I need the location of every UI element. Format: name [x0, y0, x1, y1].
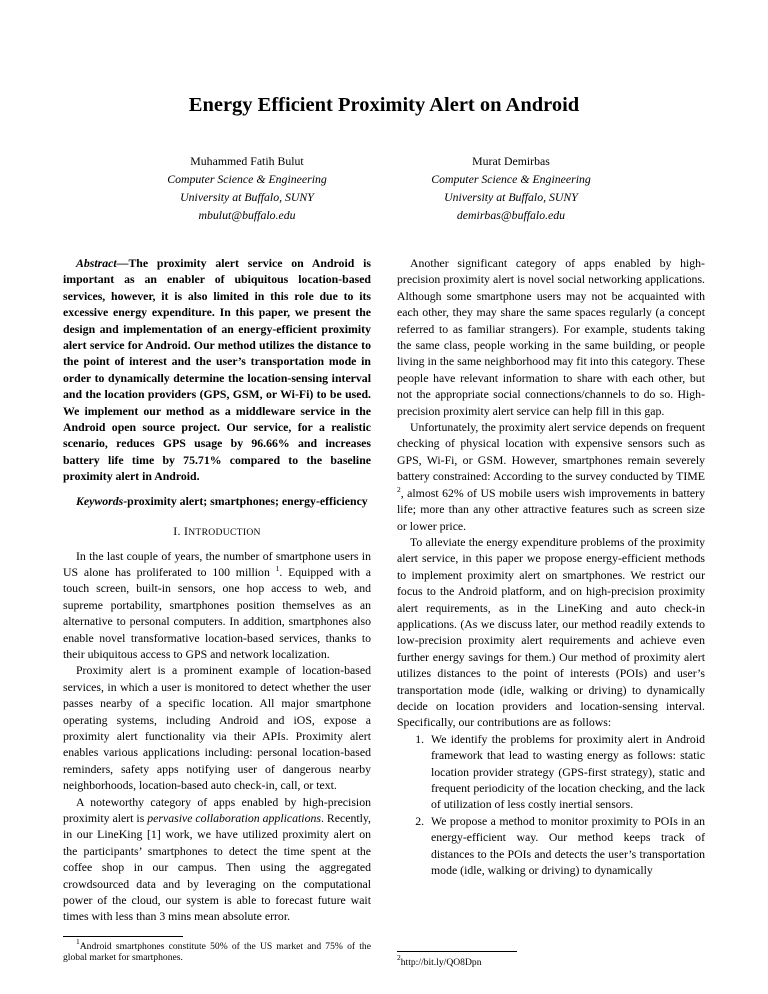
- footnote: [63, 936, 371, 964]
- keywords-label: Keywords: [76, 493, 124, 508]
- author-email: mbulut@buffalo.edu: [198, 208, 296, 222]
- footnote-divider: [63, 936, 183, 937]
- author-university: University at Buffalo, SUNY: [444, 190, 578, 204]
- paragraph: Proximity alert is a prominent example of location-based services, in which a user is monitored to detect whether the user passes nearby of a specific location. All major smartphone operating systems, including Android and iOS, expose a proximity alert functionality via their APIs. Proximity alert enables various applications including: personal location-based reminders, safety apps notifying user of dangerous nearby neighborhoods, location-based auto check-in, call, or text.: [63, 663, 371, 793]
- paragraph: Another significant category of apps enabled by high-precision proximity alert is novel social networking applications. Although some smartphone users may not be acquainted with each other, they may share the same spaces regularly (a concept referred to as familiar strangers). For example, students taking the same class, people working in the same building, or people living in the same neighborhood may fit into this category. These people have relevant information to share with each other, but not the appropriate social connections/channels to do so. High-precision proximity alert service can help fill in this gap.: [397, 256, 705, 418]
- contributions-list: [397, 731, 705, 879]
- right-column: [397, 255, 705, 878]
- footnote-ref: 2: [397, 484, 401, 494]
- author-name: Murat Demirbas: [472, 154, 550, 168]
- footnote-text: Android smartphones constitute 50% of the US market and 75% of the global market for smartphones.: [63, 940, 371, 964]
- paper-title: Energy Efficient Proximity Alert on Android: [188, 94, 580, 116]
- list-item: 2. We propose a method to monitor proximity to POIs in an energy-efficient way. Our method keeps track of distances to the POIs and detects the user’s transportation mode (idle, walking or driving) to dynamically: [427, 813, 705, 879]
- author-email: demirbas@buffalo.edu: [456, 208, 566, 222]
- abstract: [63, 255, 371, 485]
- list-item: 1. We identify the problems for proximity alert in Android framework that lead to wasting energy as follows: static location provider strategy (GPS-first strategy), static and frequent periodicity of the location checking, and the lack of utilization of less costly inertial sensors.: [427, 731, 705, 813]
- left-column: [63, 255, 371, 964]
- paragraph-text: . Recently, in our LineKing [1] work, we have utilized proximity alert on the participants’ smartphones to detect the time spent at the coffee shop in our campus. Then using the aggregated crowdsourced data and by leveraging on the computational power of the cloud, our system is able to forecast future wait times with less than 3 mins mean absolute error.: [63, 811, 371, 924]
- footnote: [397, 953, 482, 968]
- paragraph-text: . Equipped with a touch screen, built-in sensors, one hop access to web, and supreme portability, smartphones position themselves as an alternative to personal computers. In addition, smartphones also enable novel transformative location-based services, thanks to their ubiquitous access to GPS and network localization.: [63, 564, 371, 661]
- paragraph: [63, 794, 371, 925]
- paragraph: [63, 548, 371, 663]
- section-heading: [63, 523, 371, 541]
- author-block-1: [117, 152, 377, 224]
- section-number: I.: [173, 524, 184, 539]
- footnote-divider: [397, 951, 517, 952]
- paragraph-text: , almost 62% of US mobile users wish improvements in battery life; more than any other attractive features such as screen size or lower price.: [397, 485, 705, 533]
- paragraph-text: In the last couple of years, the number of smartphone users in US alone has proliferated to 100 million: [63, 548, 371, 579]
- abstract-text: —The proximity alert service on Android is important as an enabler of ubiquitous location-based services, however, it is also limited in this role due to its excessive energy expenditure. In this paper, we present the design and implementation of an energy-efficient proximity alert service for Android. Our method utilizes the distance to the point of interest and the user’s transportation mode in order to dynamically determine the location-sensing interval and the location providers (GPS, GSM, or Wi-Fi) to be used. We implement our method as a middleware service in the Android open source project. Our service, for a realistic scenario, reduces GPS usage by 96.66% and increases battery life time by 75.71% compared to the baseline proximity alert in Android.: [63, 256, 371, 484]
- author-department: Computer Science & Engineering: [167, 172, 327, 186]
- paragraph-text: A noteworthy category of apps enabled by high-precision proximity alert is: [63, 794, 371, 825]
- section-initial: I: [183, 524, 189, 539]
- keywords-text: -proximity alert; smartphones; energy-efficiency: [123, 493, 368, 508]
- author-department: Computer Science & Engineering: [431, 172, 591, 186]
- author-university: University at Buffalo, SUNY: [180, 190, 314, 204]
- footnote-ref: 1: [275, 563, 280, 573]
- section-title-rest: NTRODUCTION: [188, 527, 261, 539]
- author-name: Muhammed Fatih Bulut: [190, 154, 304, 168]
- keywords: [63, 493, 371, 509]
- paragraph-text: Unfortunately, the proximity alert service depends on frequent checking of physical location with expensive sensors such as GPS, Wi-Fi, or GSM. However, smartphones remain severely battery constrained: According to the survey conducted by TIME: [397, 420, 705, 484]
- author-block-2: [381, 152, 641, 224]
- footnote-mark: 2: [397, 953, 401, 962]
- abstract-label: Abstract: [76, 256, 117, 270]
- emphasis: pervasive collaboration applications: [147, 811, 321, 825]
- footnote-mark: 1: [76, 936, 80, 946]
- paragraph: To alleviate the energy expenditure problems of the proximity alert service, in this paper we propose energy-efficient methods to implement proximity alert on smartphones. We restrict our focus to the Android platform, and on high-precision proximity alert requirements, as in the LineKing and auto check-in applications. (As we discuss later, our method readily extends to low-precision proximity alert requirements and achieve even further energy savings for them.) Our method of proximity alert utilizes distances to the point of interests (POIs) and user’s transportation mode (idle, walking or driving) to dynamically decide on location providers and location-sensing interval. Specifically, our contributions are as follows:: [397, 534, 705, 730]
- footnote-text: http://bit.ly/QO8Dpn: [400, 957, 482, 968]
- paragraph: [397, 419, 705, 534]
